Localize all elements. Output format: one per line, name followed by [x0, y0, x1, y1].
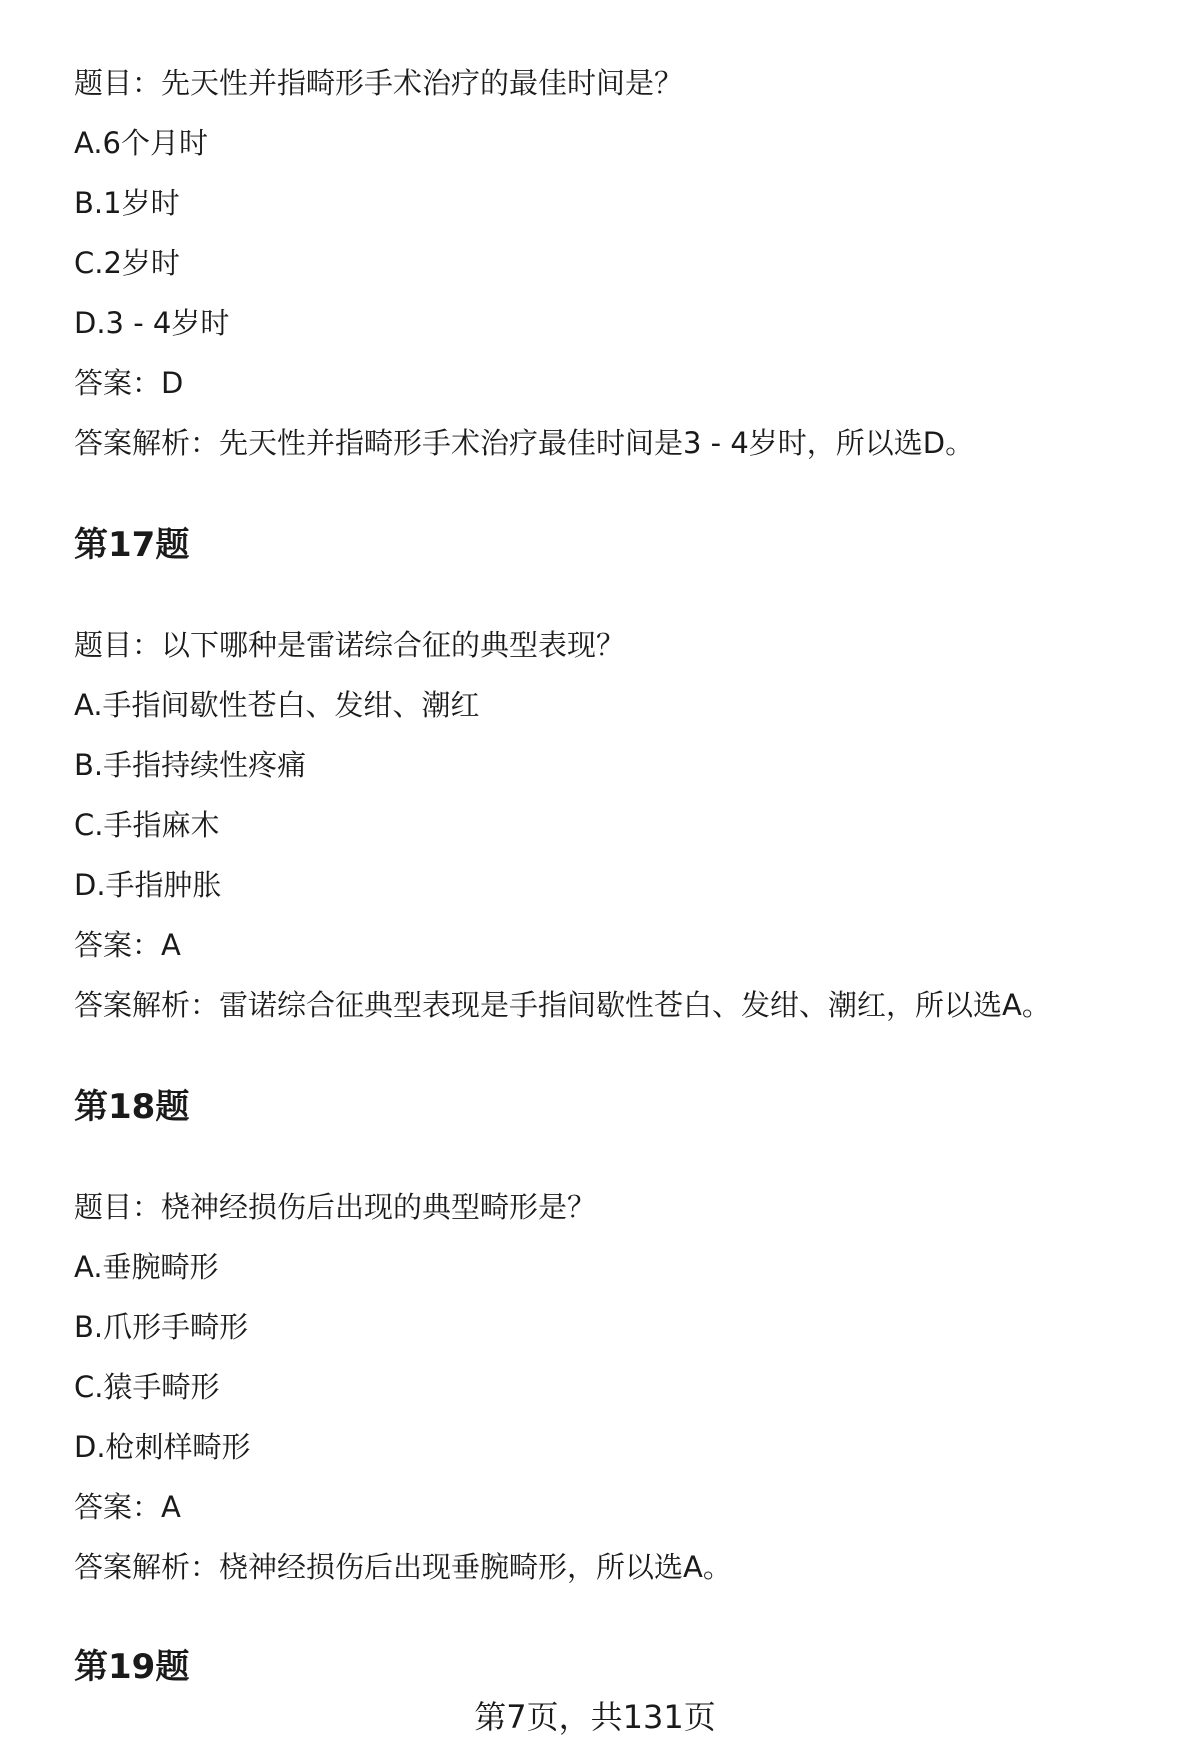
question-heading: 第18题 — [74, 1087, 190, 1127]
option-a: A.手指间歇性苍白、发绀、潮红 — [74, 688, 480, 722]
option-c: C.猿手畸形 — [74, 1370, 220, 1404]
question-heading: 第17题 — [74, 525, 190, 565]
option-b: B.1岁时 — [74, 186, 180, 220]
question-heading: 第19题 — [74, 1647, 190, 1687]
page-number: 第7页，共131页 — [474, 1698, 716, 1736]
option-c: C.手指麻木 — [74, 808, 220, 842]
question-text: 题目：桡神经损伤后出现的典型畸形是？ — [74, 1190, 597, 1224]
option-d: D.手指肿胀 — [74, 868, 222, 902]
answer-analysis: 答案解析：桡神经损伤后出现垂腕畸形，所以选A。 — [74, 1550, 732, 1584]
question-text: 题目：以下哪种是雷诺综合征的典型表现？ — [74, 628, 626, 662]
answer-analysis: 答案解析：雷诺综合征典型表现是手指间歇性苍白、发绀、潮红，所以选A。 — [74, 988, 1051, 1022]
answer-text: 答案：A — [74, 1490, 181, 1524]
answer-analysis: 答案解析：先天性并指畸形手术治疗最佳时间是3 - 4岁时，所以选D。 — [74, 426, 975, 460]
answer-text: 答案：D — [74, 366, 184, 400]
option-b: B.爪形手畸形 — [74, 1310, 249, 1344]
question-text: 题目：先天性并指畸形手术治疗的最佳时间是？ — [74, 66, 684, 100]
option-b: B.手指持续性疼痛 — [74, 748, 307, 782]
option-d: D.枪刺样畸形 — [74, 1430, 251, 1464]
option-a: A.6个月时 — [74, 126, 208, 160]
answer-text: 答案：A — [74, 928, 181, 962]
option-d: D.3 - 4岁时 — [74, 306, 230, 340]
option-c: C.2岁时 — [74, 246, 180, 280]
option-a: A.垂腕畸形 — [74, 1250, 219, 1284]
